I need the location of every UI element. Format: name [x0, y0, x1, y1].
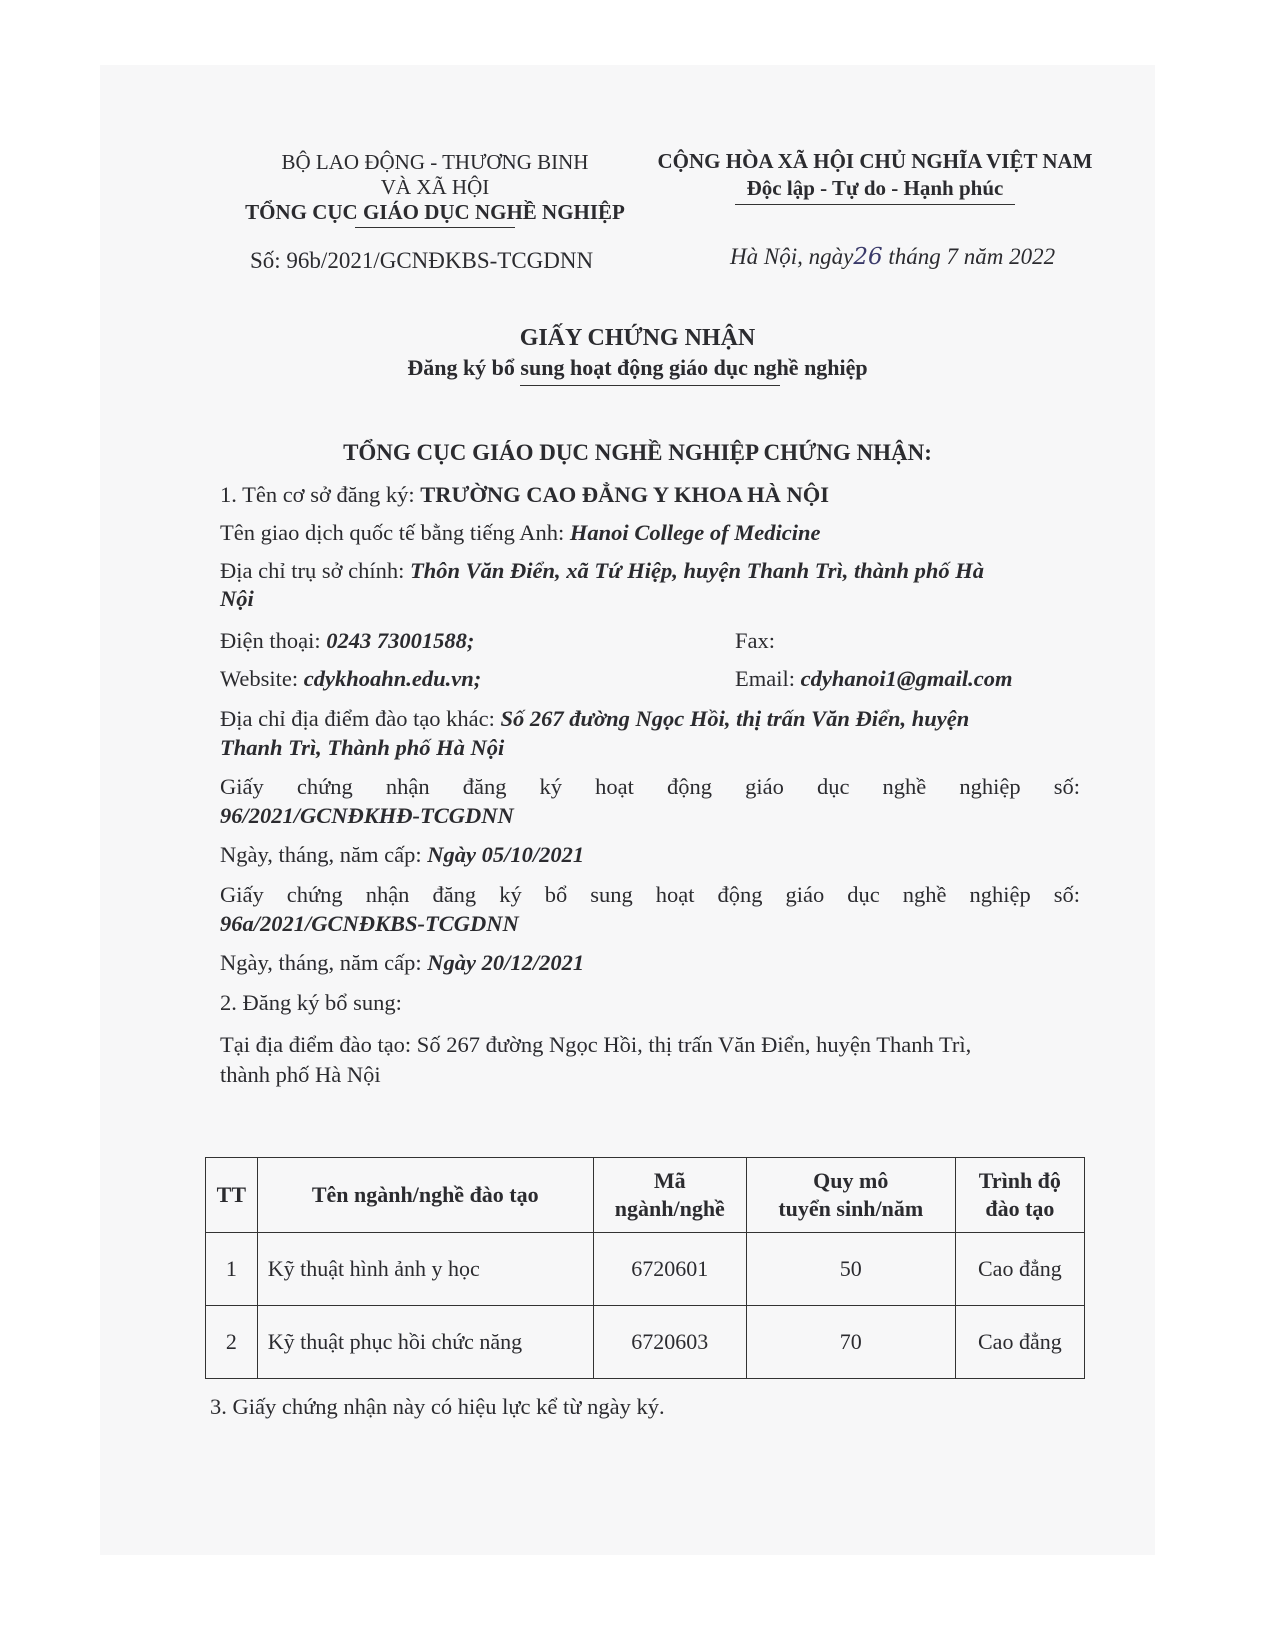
header-program-name: Tên ngành/nghề đào tạo [257, 1158, 593, 1233]
registration-cert-label: Giấy chứng nhận đăng ký hoạt động giáo dục nghề nghiệp số: [220, 774, 1080, 799]
other-location-value-cont: Thanh Trì, Thành phố Hà Nội [220, 735, 505, 760]
document-subtitle: Đăng ký bổ sung hoạt động giáo dục nghề nghiệp [407, 355, 868, 380]
registration-table [205, 1157, 1085, 1379]
subtitle-underline [520, 385, 780, 386]
ministry-line2: VÀ XÃ HỘI [380, 175, 490, 199]
website-label: Website: [220, 666, 304, 691]
table-row [206, 1306, 1085, 1379]
header-quota-line2: tuyển sinh/năm [778, 1196, 924, 1221]
issue-date-2-value: Ngày 20/12/2021 [427, 950, 585, 975]
national-motto: Độc lập - Tự do - Hạnh phúc [746, 176, 1004, 200]
document-title: GIẤY CHỨNG NHẬN [519, 325, 756, 351]
header-quota-line1: Quy mô [813, 1168, 889, 1193]
row-code: 6720603 [593, 1306, 746, 1379]
issue-date-2-line [220, 948, 1080, 978]
training-location-line1: Tại địa điểm đào tạo: Số 267 đường Ngọc Hồi, thị trấn Văn Điển, huyện Thanh Trì, [220, 1032, 972, 1057]
email-value: cdyhanoi1@gmail.com [800, 666, 1013, 691]
issue-date-2-label: Ngày, tháng, năm cấp: [220, 950, 428, 975]
supplementary-cert-number [220, 909, 1080, 939]
row-tt: 2 [206, 1306, 258, 1379]
header-level-line2: đào tạo [985, 1196, 1055, 1221]
fax-label: Fax: [735, 628, 776, 653]
header-code-line1: Mã [653, 1168, 686, 1193]
other-location-value: Số 267 đường Ngọc Hồi, thị trấn Văn Điển, huyện [500, 706, 970, 731]
international-name-label: Tên giao dịch quốc tế bằng tiếng Anh: [220, 520, 570, 545]
international-name-value: Hanoi College of Medicine [569, 520, 821, 545]
international-name-line [220, 518, 1080, 548]
row-level: Cao đẳng [955, 1306, 1084, 1379]
issue-date-line [730, 244, 1055, 270]
registration-cert-value: 96/2021/GCNĐKHĐ-TCGDNN [220, 803, 514, 828]
phone-label: Điện thoại: [220, 628, 327, 653]
header-code-line2: ngành/nghề [614, 1196, 725, 1221]
registered-name-value: TRƯỜNG CAO ĐẲNG Y KHOA HÀ NỘI [420, 482, 829, 507]
email-label: Email: [735, 666, 801, 691]
table-row [206, 1233, 1085, 1306]
other-location-line [220, 704, 1080, 734]
document-number: Số: 96b/2021/GCNĐKBS-TCGDNN [250, 248, 594, 273]
table-header-row [206, 1158, 1085, 1233]
headquarters-line [220, 556, 1080, 586]
motto-underline [735, 202, 1015, 205]
headquarters-label: Địa chỉ trụ sở chính: [220, 558, 410, 583]
registered-name-line [220, 480, 1080, 510]
issue-date-1-label: Ngày, tháng, năm cấp: [220, 842, 428, 867]
republic-name: CỘNG HÒA XÃ HỘI CHỦ NGHĨA VIỆT NAM [657, 149, 1093, 173]
certification-heading: TỔNG CỤC GIÁO DỤC NGHỀ NGHIỆP CHỨNG NHẬN: [343, 440, 932, 465]
other-location-label: Địa chỉ địa điểm đào tạo khác: [220, 706, 501, 731]
row-tt: 1 [206, 1233, 258, 1306]
date-prefix: Hà Nội, ngày [730, 244, 854, 269]
registered-name-label: 1. Tên cơ sở đăng ký: [220, 482, 421, 507]
other-location-line2 [220, 733, 1080, 763]
headquarters-value: Thôn Văn Điển, xã Tứ Hiệp, huyện Thanh Trì, thành phố Hà [410, 558, 985, 583]
row-code: 6720601 [593, 1233, 746, 1306]
row-quota: 50 [746, 1233, 955, 1306]
row-level: Cao đẳng [955, 1233, 1084, 1306]
headquarters-line2 [220, 584, 1080, 614]
phone-value: 0243 73001588; [326, 628, 475, 653]
republic-header [655, 148, 1095, 205]
supplementary-cert-label: Giấy chứng nhận đăng ký bổ sung hoạt động giáo dục nghề nghiệp số: [220, 882, 1080, 907]
supplementary-cert-value: 96a/2021/GCNĐKBS-TCGDNN [220, 911, 519, 936]
email-line [735, 664, 1075, 694]
section2-heading: 2. Đăng ký bổ sung: [220, 990, 402, 1015]
ministry-line1: BỘ LAO ĐỘNG - THƯƠNG BINH [281, 150, 589, 174]
issue-date-1-line [220, 840, 1080, 870]
row-quota: 70 [746, 1306, 955, 1379]
date-day-handwritten: 26 [853, 244, 883, 270]
header-level-line1: Trình độ [978, 1168, 1061, 1193]
row-program-name: Kỹ thuật phục hồi chức năng [257, 1306, 593, 1379]
agency-name: TỔNG CỤC GIÁO DỤC NGHỀ NGHIỆP [245, 200, 625, 224]
header-level [955, 1158, 1084, 1233]
fax-line [735, 626, 1075, 656]
date-suffix: tháng 7 năm 2022 [882, 244, 1056, 269]
website-value: cdykhoahn.edu.vn; [303, 666, 482, 691]
training-location-line2: thành phố Hà Nội [220, 1062, 381, 1087]
issue-date-1-value: Ngày 05/10/2021 [427, 842, 585, 867]
validity-statement: 3. Giấy chứng nhận này có hiệu lực kể từ ngày ký. [210, 1394, 665, 1419]
header-code [593, 1158, 746, 1233]
header-tt: TT [206, 1158, 258, 1233]
headquarters-value-cont: Nội [220, 586, 254, 611]
header-quota [746, 1158, 955, 1233]
agency-underline [355, 225, 515, 228]
row-program-name: Kỹ thuật hình ảnh y học [257, 1233, 593, 1306]
registration-cert-number [220, 801, 1080, 831]
ministry-header [225, 150, 645, 228]
